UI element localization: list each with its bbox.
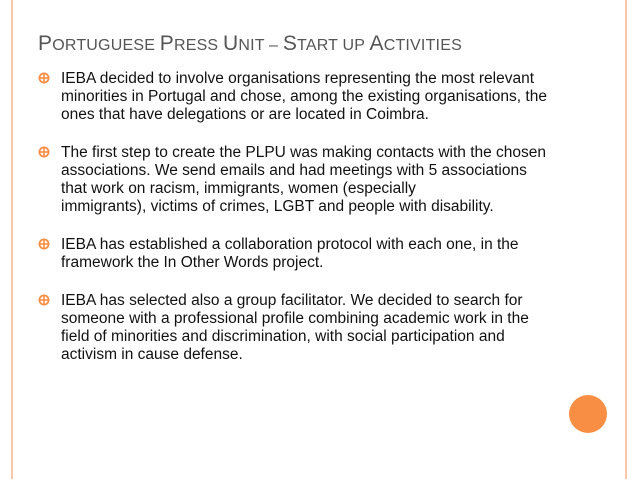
quartered-circle-icon (38, 72, 50, 84)
right-frame-line (625, 0, 627, 479)
bullet-line: field of minorities and discrimination, with social participation and (61, 328, 505, 345)
bullet-line: IEBA decided to involve organisations representing the most relevant (61, 70, 535, 87)
quartered-circle-icon (38, 294, 50, 306)
bullet-item (38, 70, 598, 124)
bullet-line: that work on racism, immigrants, women (especially (61, 180, 416, 197)
title-word-5: ACTIVITIES (369, 32, 462, 55)
title-word-3: UNIT – (222, 32, 283, 55)
bullet-line: someone with a professional profile combining academic work in the (61, 310, 529, 327)
bullet-line: associations. We send emails and had meetings with 5 associations (61, 162, 527, 179)
bullet-line: minorities in Portugal and chose, among the existing organisations, the (61, 88, 547, 105)
bullet-list (38, 70, 598, 384)
quartered-circle-icon (38, 238, 50, 250)
title-word-4: START UP (282, 32, 370, 55)
quartered-circle-icon (38, 146, 50, 158)
bullet-line: activism in cause defense. (61, 346, 243, 363)
bullet-line: IEBA has established a collaboration protocol with each one, in the (61, 236, 519, 253)
bullet-item (38, 144, 598, 216)
title-word-1: PORTUGUESE (38, 32, 160, 55)
left-frame-line (11, 0, 13, 479)
bullet-line: The first step to create the PLPU was making contacts with the chosen (61, 144, 547, 161)
slide-title (38, 32, 462, 56)
bullet-line: IEBA has selected also a group facilitator. We decided to search for (61, 292, 523, 309)
decorative-orange-circle (569, 395, 607, 433)
bullet-line: immigrants), victims of crimes, LGBT and people with disability. (61, 198, 494, 215)
bullet-line: ones that have delegations or are located in Coimbra. (61, 106, 429, 123)
bullet-line: framework the In Other Words project. (61, 254, 324, 271)
title-word-2: PRESS (159, 32, 223, 55)
bullet-item (38, 292, 598, 364)
bullet-item (38, 236, 598, 272)
